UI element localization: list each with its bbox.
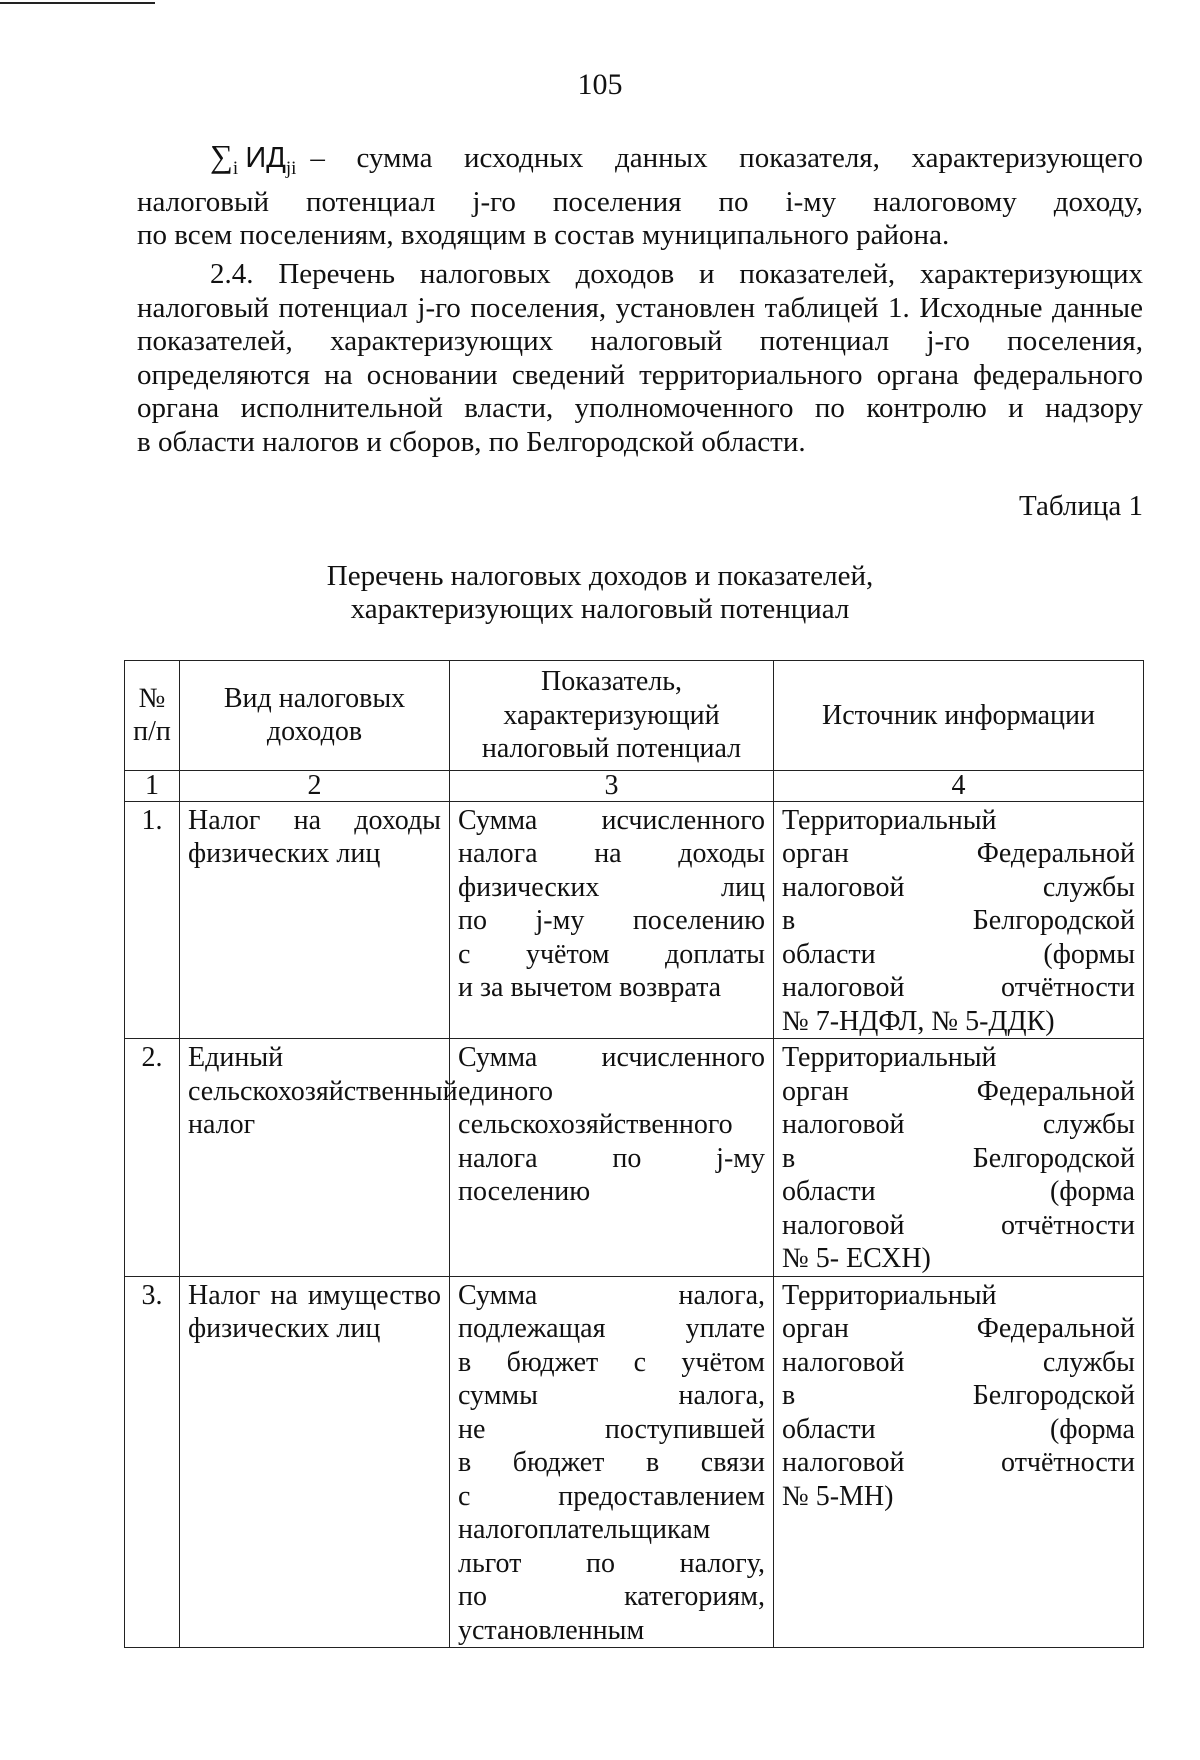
cell-line: № 7-НДФЛ, № 5-ДДК) (782, 1005, 1055, 1037)
cell-line: в бюджет в связи (458, 1447, 765, 1478)
row-type-cell (180, 1276, 450, 1648)
sigma-subscript: i (232, 158, 239, 179)
table-label: Таблица 1 (1018, 490, 1143, 522)
row-number: 3. (125, 1276, 180, 1648)
cell-line: налоговой службы (782, 1109, 1135, 1140)
table-title (0, 560, 1200, 626)
header-num: № п/п (125, 661, 180, 771)
cell-line: орган Федеральной (782, 1313, 1135, 1344)
cell-line: Территориальный (782, 1279, 997, 1311)
formula-definition-line-1: – сумма исходных данных показателя, характеризующего (310, 142, 1143, 174)
header-type: Вид налоговых доходов (180, 661, 450, 771)
cell-line: орган Федеральной (782, 838, 1135, 869)
table-row (125, 801, 1144, 1039)
id-subscript: ji (285, 158, 297, 179)
header-indicator: Показатель, характеризующий налоговый потенциал (450, 661, 774, 771)
cell-line: № 5-МН) (782, 1480, 894, 1512)
cell-line: единого (458, 1075, 554, 1107)
cell-line: с учётом доплаты (458, 938, 765, 970)
table-title-line-1: Перечень налоговых доходов и показателей, (326, 560, 874, 592)
row-type-cell (180, 801, 450, 1039)
cell-line: подлежащая уплате (458, 1313, 765, 1344)
table-row (125, 1276, 1144, 1648)
row-source-cell (774, 1039, 1144, 1277)
cell-line: Единый (188, 1042, 284, 1073)
row-type-cell (180, 1039, 458, 1277)
cell-line: налога по j-му (458, 1142, 765, 1174)
tax-revenue-table (124, 660, 1144, 1648)
row-indicator-cell (450, 801, 774, 1039)
row-number: 2. (125, 1039, 180, 1277)
table-title-line-2: характеризующих налоговый потенциал (350, 593, 850, 625)
cell-line: налоговой отчётности (782, 972, 1135, 1003)
cell-line: налоговой отчётности (782, 1209, 1135, 1241)
paragraph-line: определяются на основании сведений территориального органа федерального (137, 358, 1143, 391)
cell-line: по категориям, (458, 1581, 765, 1612)
paragraph-line: 2.4. Перечень налоговых доходов и показателей, характеризующих (210, 258, 1143, 290)
table-header-row (125, 661, 1144, 771)
table-row (125, 1039, 1144, 1277)
cell-line: Сумма исчисленного (458, 804, 765, 836)
cell-line: сельскохозяйственный (188, 1075, 458, 1107)
column-number: 4 (774, 770, 1144, 801)
cell-line: установленным (458, 1614, 645, 1646)
header-source: Источник информации (774, 661, 1144, 771)
cell-line: сельскохозяйственного (458, 1109, 733, 1140)
id-symbol: ИД (245, 142, 286, 174)
paragraph-line: показателей, характеризующих налоговый потенциал j-го поселения, (137, 325, 1143, 357)
cell-line: поселению (458, 1176, 591, 1207)
page-number: 105 (577, 68, 623, 101)
cell-line: физических лиц (188, 838, 381, 869)
cell-line: Налог на доходы (188, 804, 441, 836)
cell-line: Территориальный (782, 804, 997, 836)
column-number: 1 (125, 770, 180, 801)
formula-line (137, 140, 1143, 186)
cell-line: налог (188, 1109, 256, 1140)
cell-line: и за вычетом возврата (458, 972, 722, 1003)
column-number: 3 (450, 770, 774, 801)
cell-line: области (формы (782, 938, 1135, 970)
cell-line: налогоплательщикам (458, 1514, 711, 1545)
cell-line: Налог на имущество (188, 1279, 441, 1311)
cell-line: в Белгородской (782, 1142, 1135, 1174)
row-number: 1. (125, 801, 180, 1039)
paragraph-line: налоговый потенциал j-го поселения, установлен таблицей 1. Исходные данные (137, 291, 1143, 324)
cell-line: с предоставлением (458, 1480, 765, 1512)
cell-line: Сумма налога, (458, 1279, 765, 1311)
sigma-symbol: ∑ (210, 138, 233, 174)
row-indicator-cell (450, 1039, 774, 1277)
cell-line: налоговой службы (782, 1346, 1135, 1378)
cell-line: Сумма исчисленного (458, 1042, 765, 1073)
formula-definition-line-2: налоговый потенциал j-го поселения по i-му налоговому доходу, (137, 185, 1143, 218)
paragraph-line: в области налогов и сборов, по Белгородской области. (137, 425, 806, 458)
cell-line: налоговой отчётности (782, 1447, 1135, 1478)
cell-line: в Белгородской (782, 1380, 1135, 1411)
cell-line: в бюджет с учётом (458, 1346, 765, 1378)
row-source-cell (774, 1276, 1144, 1648)
cell-line: физических лиц (458, 871, 765, 903)
row-source-cell (774, 801, 1144, 1039)
column-number-row (125, 770, 1144, 801)
cell-line: в Белгородской (782, 905, 1135, 936)
paragraph-line: органа исполнительной власти, уполномоченного по контролю и надзору (137, 392, 1143, 424)
cell-line: суммы налога, (458, 1380, 765, 1411)
paragraph-2-4 (137, 258, 1143, 459)
formula-definition (137, 140, 1143, 253)
cell-line: области (форма (782, 1176, 1135, 1207)
row-indicator-cell (450, 1276, 774, 1648)
cell-line: не поступившей (458, 1413, 765, 1445)
cell-line: области (форма (782, 1413, 1135, 1445)
cell-line: налоговой службы (782, 871, 1135, 903)
cell-line: по j-му поселению (458, 905, 765, 936)
cell-line: орган Федеральной (782, 1075, 1135, 1107)
top-left-rule (0, 2, 155, 4)
column-number: 2 (180, 770, 450, 801)
formula-definition-line-3: по всем поселениям, входящим в состав муниципального района. (137, 219, 950, 251)
cell-line: налога на доходы (458, 838, 765, 869)
cell-line: льгот по налогу, (458, 1547, 765, 1579)
cell-line: № 5- ЕСХН) (782, 1243, 931, 1274)
formula-symbol (210, 140, 296, 186)
cell-line: Территориальный (782, 1042, 997, 1073)
cell-line: физических лиц (188, 1313, 381, 1344)
